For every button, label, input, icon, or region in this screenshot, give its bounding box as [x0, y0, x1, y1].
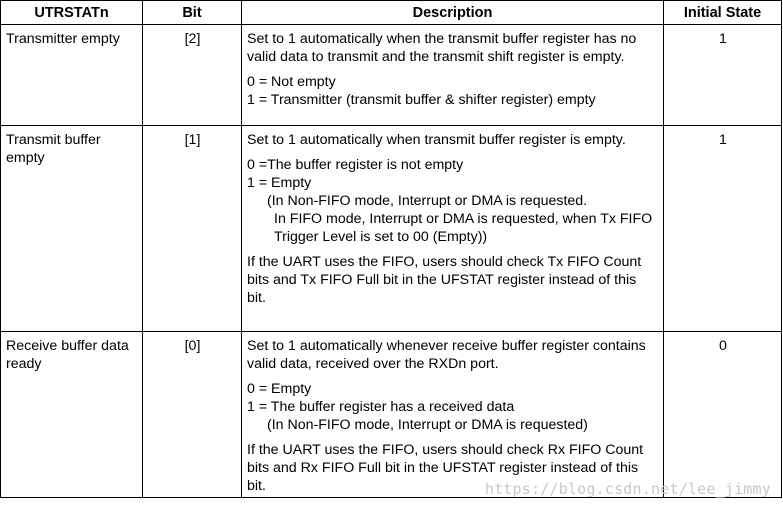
field-bit: [2]: [143, 25, 242, 126]
field-bit: [0]: [143, 332, 242, 498]
description-main: Set to 1 automatically when transmit buffer register is empty.: [247, 132, 626, 148]
header-name: UTRSTATn: [1, 1, 143, 25]
description-main: Set to 1 automatically whenever receive buffer register contains valid data, received over the RXDn port.: [247, 338, 646, 372]
description-main: Set to 1 automatically when the transmit buffer register has no valid data to transmit and the transmit shift register is empty.: [247, 31, 637, 65]
header-initial-state: Initial State: [664, 1, 782, 25]
table-row: [1, 332, 782, 498]
table-row: [1, 126, 782, 332]
field-description: [242, 126, 664, 332]
field-name: Transmitter empty: [1, 25, 143, 126]
fifo-mode-note: In FIFO mode, Interrupt or DMA is requested, when Tx FIFO Trigger Level is set to 00 (Empty)): [274, 211, 653, 245]
header-description: Description: [242, 1, 664, 25]
fifo-note: If the UART uses the FIFO, users should check Tx FIFO Count bits and Tx FIFO Full bit in the UFSTAT register instead of this bit.: [247, 254, 642, 306]
value-1: 1 = Transmitter (transmit buffer & shifter register) empty: [247, 92, 596, 108]
mode-note: (In Non-FIFO mode, Interrupt or DMA is requested.: [267, 193, 588, 209]
fifo-note: If the UART uses the FIFO, users should check Rx FIFO Count bits and Rx FIFO Full bit in the UFSTAT register instead of this bit.: [247, 442, 644, 494]
field-name: Transmit buffer empty: [1, 126, 143, 332]
field-name: Receive buffer data ready: [1, 332, 143, 498]
field-initial-state: 0: [664, 332, 782, 498]
value-1: 1 = Empty: [247, 175, 312, 191]
field-initial-state: 1: [664, 126, 782, 332]
mode-note: (In Non-FIFO mode, Interrupt or DMA is requested): [267, 417, 588, 433]
field-bit: [1]: [143, 126, 242, 332]
header-row: [1, 1, 782, 25]
value-0: 0 = Empty: [247, 381, 312, 397]
value-1: 1 = The buffer register has a received data: [247, 399, 515, 415]
value-0: 0 =The buffer register is not empty: [247, 157, 464, 173]
table-row: [1, 25, 782, 126]
watermark: https://blog.csdn.net/lee_jimmy: [484, 480, 771, 498]
field-initial-state: 1: [664, 25, 782, 126]
field-description: [242, 25, 664, 126]
field-description: [242, 332, 664, 498]
header-bit: Bit: [143, 1, 242, 25]
value-0: 0 = Not empty: [247, 74, 336, 90]
